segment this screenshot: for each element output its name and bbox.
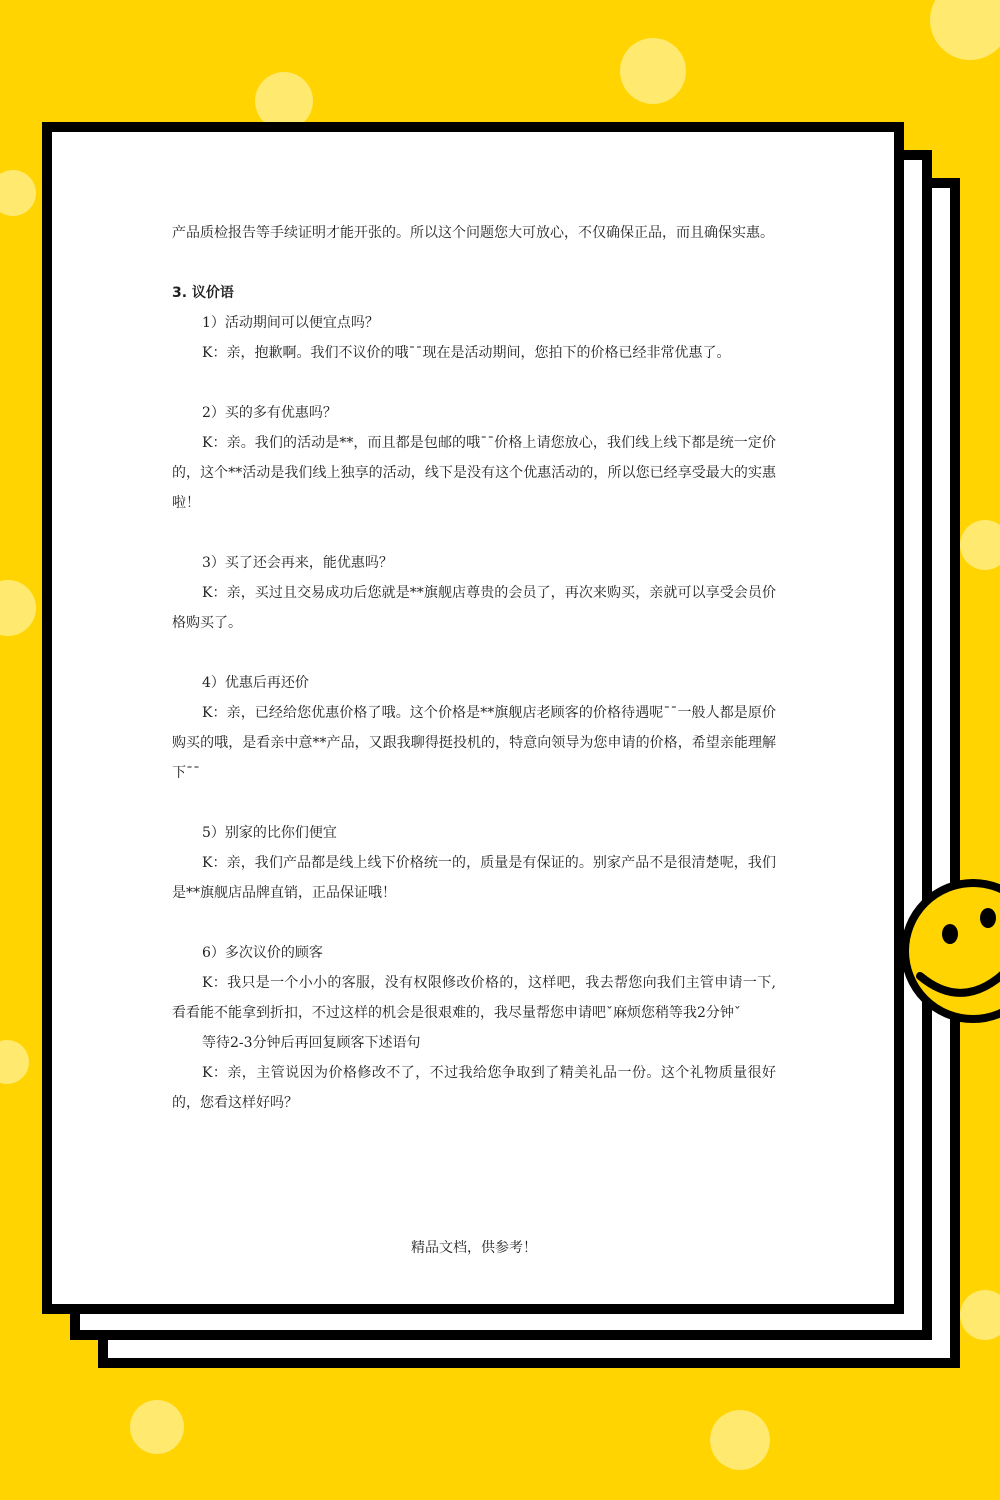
question: 1）活动期间可以便宜点吗？ <box>202 315 379 331</box>
question: 3）买了还会再来，能优惠吗？ <box>202 555 393 571</box>
answer: K：亲。我们的活动是**，而且都是包邮的哦¯¯价格上请您放心，我们线上线下都是统一定价的，这个**活动是我们线上独享的活动，线下是没有这个优惠活动的，所以您已经享受最大的实惠啦！ <box>172 435 776 511</box>
bokeh-circle <box>960 520 1000 570</box>
qa-item <box>172 668 776 788</box>
answer: K：亲，买过且交易成功后您就是**旗舰店尊贵的会员了，再次来购买，亲就可以享受会员价格购买了。 <box>172 585 776 631</box>
answer: K：亲，主管说因为价格修改不了，不过我给您争取到了精美礼品一份。这个礼物质量很好的，您看这样好吗？ <box>172 1065 776 1111</box>
page-footer: 精品文档，供参考！ <box>411 1240 537 1256</box>
question: 2）买的多有优惠吗？ <box>202 405 337 421</box>
qa-item <box>172 308 776 368</box>
answer: K：亲，抱歉啊。我们不议价的哦¯¯现在是活动期间，您拍下的价格已经非常优惠了。 <box>202 345 731 361</box>
instruction-note: 等待2-3分钟后再回复顾客下述语句 <box>202 1035 421 1051</box>
qa-item <box>172 548 776 638</box>
question: 6）多次议价的顾客 <box>202 945 323 961</box>
document-body <box>172 218 776 1118</box>
bokeh-circle <box>0 580 36 636</box>
bokeh-circle <box>0 1040 29 1084</box>
bokeh-circle <box>620 38 686 104</box>
bokeh-circle <box>130 1400 184 1454</box>
answer: K：亲，已经给您优惠价格了哦。这个价格是**旗舰店老顾客的价格待遇呢¯¯一般人都是原价购买的哦，是看亲中意**产品，又跟我聊得挺投机的，特意向领导为您申请的价格，希望亲能理解下¯¯ <box>172 705 776 781</box>
question: 4）优惠后再还价 <box>202 675 309 691</box>
qa-item <box>172 818 776 908</box>
bokeh-circle <box>960 1290 1000 1340</box>
qa-item <box>172 938 776 1118</box>
answer: K：亲，我们产品都是线上线下价格统一的，质量是有保证的。别家产品不是很清楚呢，我们是**旗舰店品牌直销，正品保证哦！ <box>172 855 776 901</box>
intro-paragraph: 产品质检报告等手续证明才能开张的。所以这个问题您大可放心，不仅确保正品，而且确保实惠。 <box>172 225 774 241</box>
bokeh-circle <box>930 0 1000 60</box>
answer: K：我只是一个小小的客服，没有权限修改价格的，这样吧，我去帮您向我们主管申请一下,看看能不能拿到折扣，不过这样的机会是很艰难的，我尽量帮您申请吧ˇ麻烦您稍等我2分钟ˇ <box>172 975 776 1021</box>
question: 5）别家的比你们便宜 <box>202 825 337 841</box>
smiley-face-icon <box>898 876 1000 1026</box>
bokeh-circle <box>0 170 36 216</box>
section-title: 3. 议价语 <box>172 285 234 301</box>
qa-item <box>172 398 776 518</box>
bokeh-circle <box>710 1410 770 1470</box>
